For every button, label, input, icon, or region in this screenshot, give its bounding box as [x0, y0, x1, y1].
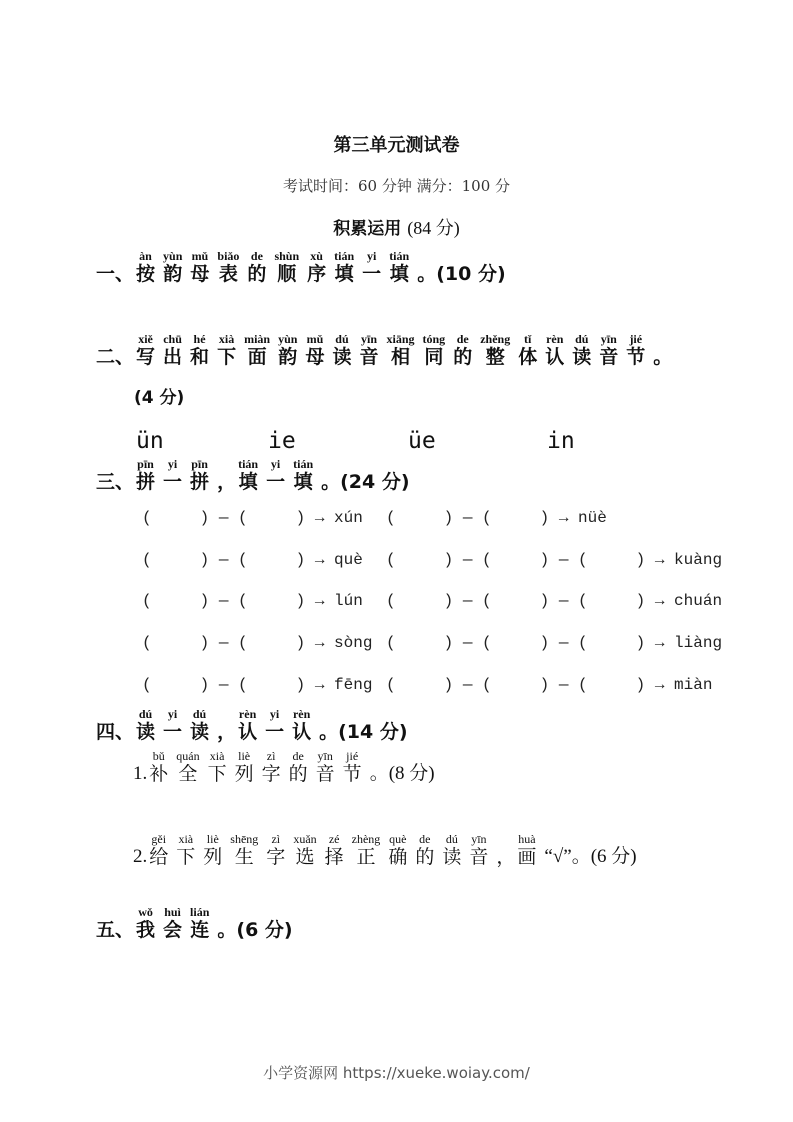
- pinyin-char: [266, 833, 285, 868]
- question-2: [96, 333, 672, 368]
- pinyin-char: [247, 250, 266, 285]
- hanzi: 的: [453, 346, 473, 368]
- pinyin: rèn: [238, 707, 257, 721]
- section-title: 积累运用: [333, 219, 402, 239]
- pinyin: de: [292, 749, 304, 763]
- hanzi: 和: [190, 346, 210, 368]
- spell-row-3-left: ( ) — ( ) → lún: [142, 592, 363, 610]
- pinyin-char: [136, 333, 155, 368]
- question-number: 二、: [96, 346, 135, 368]
- hanzi: 连: [190, 919, 210, 941]
- hanzi: 读: [136, 721, 156, 743]
- pinyin-char: [190, 458, 209, 493]
- pinyin-char: [293, 458, 313, 493]
- pinyin-char: [325, 833, 344, 868]
- pinyin: jié: [629, 332, 643, 346]
- question-1: [96, 250, 506, 285]
- hanzi: 择: [324, 846, 344, 868]
- pinyin: yīn: [471, 832, 487, 846]
- pinyin: pīn: [137, 457, 154, 471]
- hanzi: 读: [442, 846, 462, 868]
- spell-row-1-right: ( ) — ( ) → nüè: [386, 509, 607, 527]
- pinyin: xià: [178, 832, 194, 846]
- pinyin: xiě: [138, 332, 153, 346]
- hanzi: 出: [163, 346, 183, 368]
- question-2-points: (4 分): [134, 388, 185, 408]
- pinyin-char: [626, 333, 645, 368]
- pinyin: mǔ: [306, 332, 324, 346]
- pinyin-char: [274, 250, 299, 285]
- hanzi: 字: [266, 846, 286, 868]
- pinyin: bǔ: [152, 749, 165, 763]
- hanzi: 确: [388, 846, 408, 868]
- pinyin-char: [599, 333, 618, 368]
- spell-row-1-left: ( ) — ( ) → xún: [142, 509, 363, 527]
- hanzi: 的: [288, 763, 308, 785]
- pinyin: de: [456, 332, 469, 346]
- hanzi: 一: [362, 263, 382, 285]
- spell-row-2-left: ( ) — ( ) → què: [142, 551, 363, 569]
- question-number: 五、: [96, 919, 135, 941]
- pinyin: [225, 458, 228, 471]
- pinyin-char: [453, 333, 472, 368]
- pinyin-char: [572, 333, 591, 368]
- exam-info: 考试时间：60 分钟 满分：100 分: [282, 177, 511, 195]
- hanzi: 读: [332, 346, 352, 368]
- question-tail: 。(10 分): [417, 263, 506, 285]
- pinyin: dú: [192, 707, 207, 721]
- pinyin: zhěng: [480, 332, 511, 346]
- pinyin: gěi: [151, 832, 167, 846]
- pinyin-words: [149, 833, 544, 868]
- hanzi: 填: [389, 263, 409, 285]
- pinyin-char: [235, 750, 254, 785]
- pinyin-char: [362, 250, 381, 285]
- pinyin: xià: [209, 749, 225, 763]
- pinyin-char: [332, 333, 351, 368]
- sub-question-number: 1.: [133, 763, 148, 784]
- hanzi: 母: [305, 346, 325, 368]
- sub-question-tail: 。(8 分): [369, 763, 435, 784]
- pinyin: zì: [266, 749, 276, 763]
- pinyin-char: [496, 833, 515, 868]
- hanzi: 韵: [163, 263, 183, 285]
- pinyin-char: [343, 750, 362, 785]
- hanzi: 认: [545, 346, 565, 368]
- hanzi: 画: [517, 846, 537, 868]
- page-title: 第三单元测试卷: [333, 135, 460, 156]
- pinyin: pīn: [191, 457, 208, 471]
- question-tail: 。(14 分): [319, 721, 408, 743]
- hanzi: 的: [247, 263, 267, 285]
- pinyin: tián: [389, 249, 410, 263]
- hanzi: 给: [149, 846, 169, 868]
- pinyin: liè: [238, 749, 251, 763]
- hanzi: 一: [163, 471, 183, 493]
- pinyin-char: [278, 333, 297, 368]
- pinyin: xià: [218, 332, 235, 346]
- question-tail: 。(6 分): [217, 919, 293, 941]
- pinyin-char: [190, 333, 209, 368]
- question-number: 一、: [96, 263, 135, 285]
- pinyin-char: [217, 333, 236, 368]
- pinyin-char: [387, 333, 415, 368]
- final-4: in: [547, 428, 575, 454]
- pinyin: zhèng: [351, 832, 381, 846]
- hanzi: 填: [238, 471, 258, 493]
- hanzi: 认: [292, 721, 312, 743]
- pinyin-char: [289, 750, 308, 785]
- pinyin: yīn: [600, 332, 617, 346]
- pinyin-char: [305, 333, 324, 368]
- hanzi: 表: [218, 263, 238, 285]
- hanzi: 节: [626, 346, 646, 368]
- hanzi: 一: [265, 721, 285, 743]
- pinyin-char: [217, 708, 236, 743]
- pinyin-char: [244, 333, 270, 368]
- pinyin-char: [389, 250, 409, 285]
- hanzi: 选: [295, 846, 315, 868]
- hanzi: 整: [485, 346, 505, 368]
- pinyin: yi: [270, 457, 281, 471]
- hanzi: 会: [163, 919, 183, 941]
- hanzi: 相: [391, 346, 411, 368]
- pinyin: liè: [206, 832, 219, 846]
- hanzi: 一: [163, 721, 183, 743]
- pinyin-char: [262, 750, 281, 785]
- pinyin-char: [217, 250, 239, 285]
- spell-row-5-right: ( ) — ( ) — ( ) → miàn: [386, 676, 713, 694]
- hanzi: 母: [190, 263, 210, 285]
- pinyin-char: [415, 833, 434, 868]
- hanzi: 正: [356, 846, 376, 868]
- section-points: (84 分): [407, 218, 460, 238]
- pinyin: huà: [518, 832, 536, 846]
- hanzi: 同: [424, 346, 444, 368]
- hanzi: 的: [415, 846, 435, 868]
- hanzi: 音: [315, 763, 335, 785]
- pinyin-char: [293, 833, 316, 868]
- pinyin: mǔ: [191, 249, 209, 263]
- hanzi: 顺: [277, 263, 297, 285]
- pinyin: dú: [138, 707, 153, 721]
- question-4-2: [133, 833, 637, 868]
- question-4-1: [133, 750, 435, 785]
- pinyin-char: [545, 333, 564, 368]
- pinyin-char: [163, 708, 182, 743]
- hanzi: 填: [334, 263, 354, 285]
- spell-row-4-left: ( ) — ( ) → sòng: [142, 634, 373, 652]
- pinyin-char: [518, 333, 537, 368]
- pinyin: què: [389, 832, 407, 846]
- hanzi: ，: [496, 846, 516, 868]
- hanzi: 字: [261, 763, 281, 785]
- hanzi: 下: [176, 846, 196, 868]
- pinyin-char: [469, 833, 488, 868]
- question-tail: 。(24 分): [321, 471, 410, 493]
- pinyin-words: [136, 708, 319, 743]
- final-1: ün: [136, 428, 164, 454]
- pinyin-char: [359, 333, 378, 368]
- pinyin-char: [163, 906, 182, 941]
- pinyin: xiāng: [386, 332, 415, 346]
- hanzi: 下: [207, 763, 227, 785]
- pinyin: quán: [176, 749, 200, 763]
- question-number: 四、: [96, 721, 135, 743]
- pinyin-char: [136, 250, 155, 285]
- hanzi: 节: [342, 763, 362, 785]
- pinyin: yi: [269, 707, 280, 721]
- pinyin-char: [423, 333, 446, 368]
- question-tail: 。: [653, 346, 673, 368]
- pinyin: chū: [163, 332, 182, 346]
- question-3: [96, 458, 410, 493]
- pinyin: yīn: [317, 749, 333, 763]
- hanzi: ，: [217, 721, 237, 743]
- hanzi: 序: [307, 263, 327, 285]
- hanzi: 生: [234, 846, 254, 868]
- pinyin-char: [316, 750, 335, 785]
- pinyin: [225, 708, 228, 721]
- pinyin-char: [190, 250, 209, 285]
- pinyin: shùn: [274, 249, 300, 263]
- pinyin: hé: [193, 332, 206, 346]
- pinyin: tóng: [422, 332, 446, 346]
- pinyin-char: [176, 833, 195, 868]
- hanzi: 面: [247, 346, 267, 368]
- pinyin-char: [163, 458, 182, 493]
- spell-row-2-right: ( ) — ( ) — ( ) → kuàng: [386, 551, 723, 569]
- pinyin: yi: [167, 707, 178, 721]
- pinyin: xuǎn: [293, 832, 317, 846]
- pinyin-words: [136, 906, 217, 941]
- spell-row-4-right: ( ) — ( ) — ( ) → liàng: [386, 634, 723, 652]
- sub-question-tail: “√”。(6 分): [544, 846, 637, 867]
- hanzi: 拼: [136, 471, 156, 493]
- pinyin: yi: [167, 457, 178, 471]
- pinyin: tǐ: [524, 332, 532, 346]
- spell-row-3-right: ( ) — ( ) — ( ) → chuán: [386, 592, 723, 610]
- pinyin-char: [136, 458, 155, 493]
- pinyin-char: [176, 750, 199, 785]
- sub-question-number: 2.: [133, 846, 148, 867]
- section-heading: [0, 214, 793, 240]
- pinyin-char: [480, 333, 510, 368]
- pinyin-char: [292, 708, 311, 743]
- pinyin-char: [136, 906, 155, 941]
- pinyin-char: [307, 250, 326, 285]
- pinyin: biǎo: [217, 249, 240, 263]
- pinyin-words: [136, 458, 321, 493]
- pinyin: tián: [334, 249, 355, 263]
- pinyin-char: [163, 250, 182, 285]
- hanzi: 一: [266, 471, 286, 493]
- hanzi: ，: [217, 471, 237, 493]
- hanzi: 音: [469, 846, 489, 868]
- pinyin-char: [334, 250, 354, 285]
- hanzi: 认: [238, 721, 258, 743]
- pinyin: zé: [328, 832, 340, 846]
- pinyin-char: [203, 833, 222, 868]
- pinyin-char: [442, 833, 461, 868]
- pinyin-char: [149, 750, 168, 785]
- hanzi: 拼: [190, 471, 210, 493]
- pinyin: dú: [575, 332, 589, 346]
- pinyin: dú: [445, 832, 458, 846]
- pinyin-char: [190, 708, 209, 743]
- pinyin: tián: [293, 457, 314, 471]
- hanzi: 我: [136, 919, 156, 941]
- question-5: [96, 906, 293, 941]
- pinyin: de: [419, 832, 431, 846]
- pinyin-char: [208, 750, 227, 785]
- pinyin-char: [265, 708, 284, 743]
- question-4: [96, 708, 408, 743]
- pinyin-char: [238, 708, 257, 743]
- pinyin-char: [149, 833, 168, 868]
- final-2: ie: [268, 428, 296, 454]
- pinyin: lián: [190, 905, 210, 919]
- hanzi: 音: [599, 346, 619, 368]
- pinyin: huì: [164, 905, 181, 919]
- pinyin-char: [238, 458, 258, 493]
- hanzi: 写: [136, 346, 156, 368]
- pinyin: shēng: [230, 832, 259, 846]
- question-number: 三、: [96, 471, 135, 493]
- pinyin-char: [217, 458, 236, 493]
- pinyin: yīn: [360, 332, 377, 346]
- hanzi: 填: [293, 471, 313, 493]
- pinyin: jié: [346, 749, 359, 763]
- hanzi: 音: [359, 346, 379, 368]
- hanzi: 读: [572, 346, 592, 368]
- pinyin-char: [163, 333, 182, 368]
- pinyin-char: [190, 906, 209, 941]
- hanzi: 补: [149, 763, 169, 785]
- pinyin: yùn: [163, 249, 183, 263]
- final-3: üe: [408, 428, 436, 454]
- pinyin-words: [136, 250, 417, 285]
- pinyin: yùn: [278, 332, 298, 346]
- pinyin-char: [388, 833, 407, 868]
- hanzi: 列: [234, 763, 254, 785]
- hanzi: 体: [518, 346, 538, 368]
- spell-row-5-left: ( ) — ( ) → fēng: [142, 676, 373, 694]
- pinyin: tián: [238, 457, 259, 471]
- pinyin: [504, 833, 507, 846]
- hanzi: 韵: [278, 346, 298, 368]
- pinyin-char: [230, 833, 258, 868]
- pinyin: yi: [367, 249, 377, 263]
- pinyin: zì: [271, 832, 281, 846]
- hanzi: 下: [217, 346, 237, 368]
- hanzi: 按: [136, 263, 156, 285]
- pinyin-words: [136, 333, 653, 368]
- pinyin: xù: [310, 249, 323, 263]
- pinyin-char: [266, 458, 285, 493]
- hanzi: 全: [178, 763, 198, 785]
- hanzi: 读: [190, 721, 210, 743]
- pinyin-char: [517, 833, 536, 868]
- pinyin: rèn: [546, 332, 564, 346]
- hanzi: 列: [203, 846, 223, 868]
- pinyin-words: [149, 750, 369, 785]
- pinyin-char: [352, 833, 381, 868]
- pinyin: de: [250, 249, 263, 263]
- footer-watermark: 小学资源网 https://xueke.woiay.com/: [263, 1064, 530, 1082]
- pinyin-char: [136, 708, 155, 743]
- pinyin: rèn: [292, 707, 311, 721]
- pinyin: miàn: [244, 332, 271, 346]
- pinyin: wǒ: [138, 905, 153, 919]
- pinyin: àn: [139, 249, 152, 263]
- pinyin: dú: [335, 332, 349, 346]
